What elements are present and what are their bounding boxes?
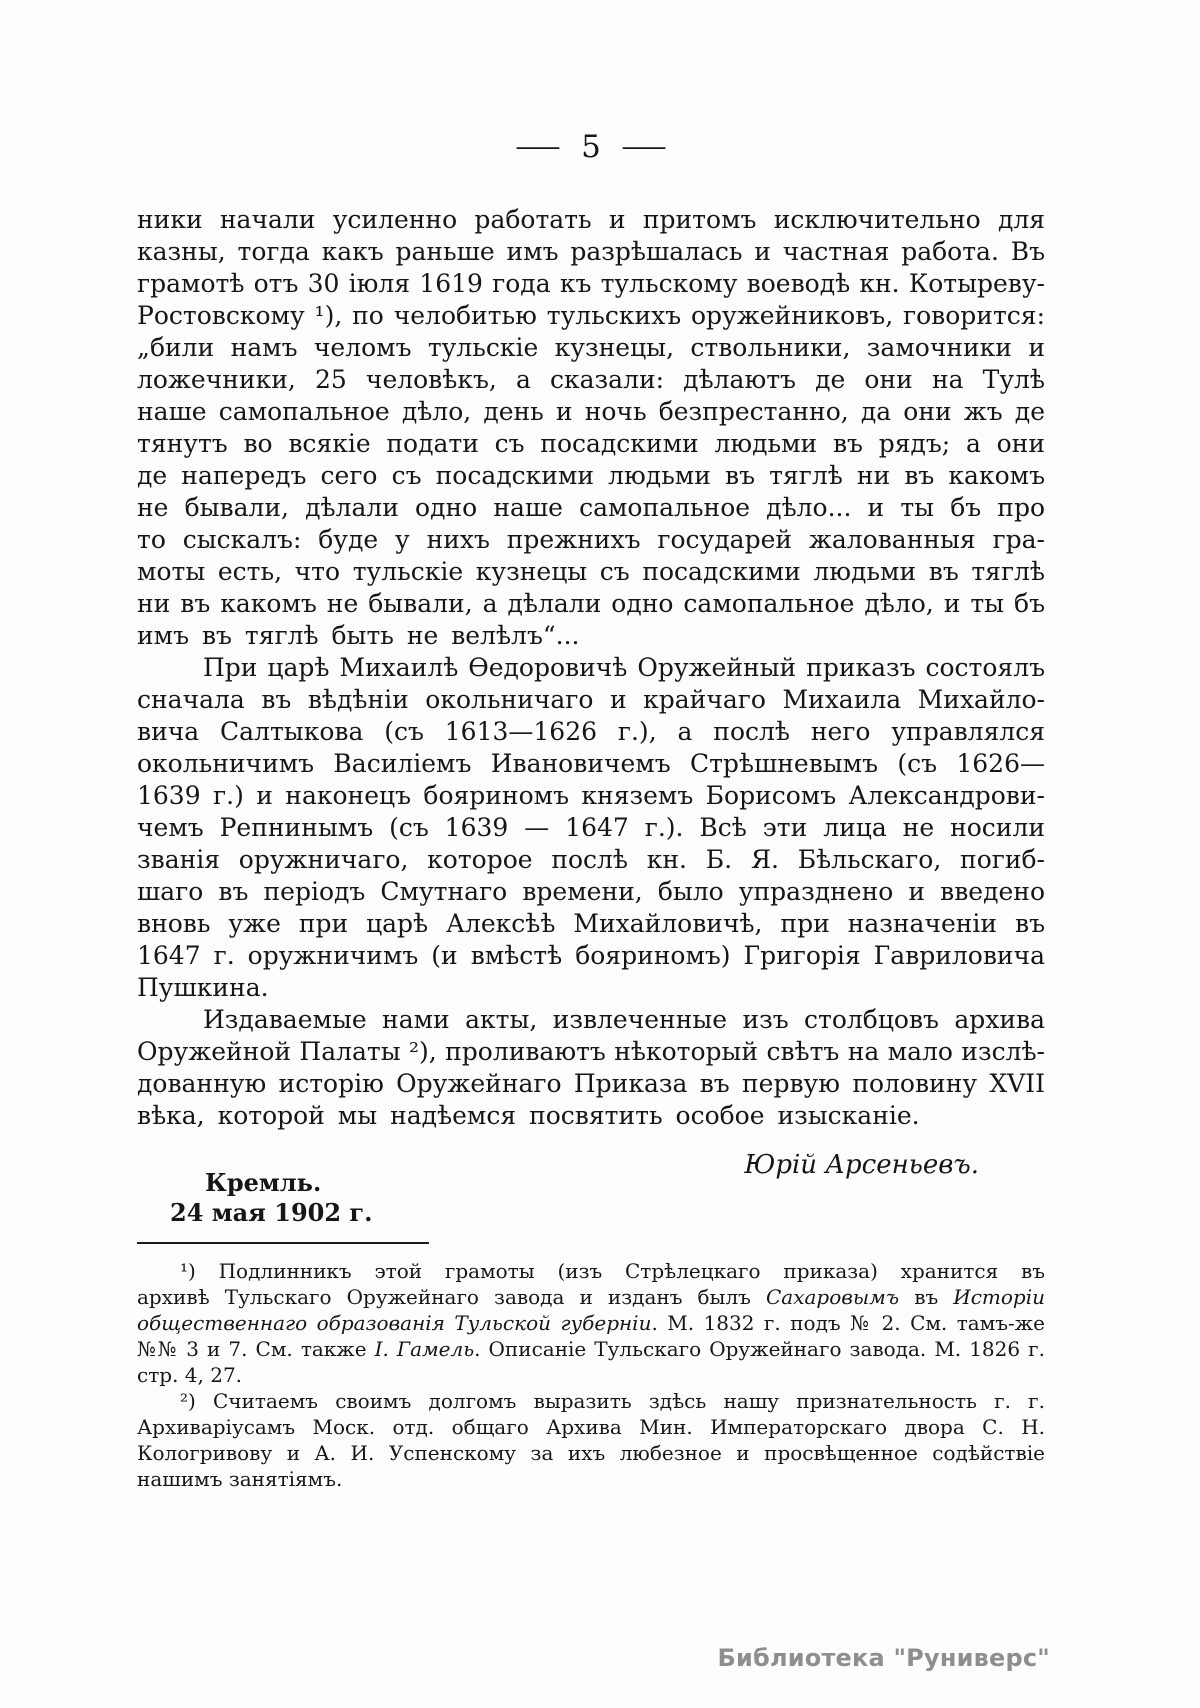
author-signature: Юрій Арсеньевъ. xyxy=(744,1150,979,1180)
dateline-date: 24 мая 1902 г. xyxy=(170,1198,373,1227)
text-line: ники начали усиленно работать и притомъ исключительно для xyxy=(137,205,1045,234)
text-line: шаго въ періодъ Смутнаго времени, было упразднено и введено xyxy=(137,877,1045,906)
page-header xyxy=(137,126,1045,168)
text-line: 1647 г. оружничимъ (и вмѣстѣ бояриномъ) Григорія Гавриловича xyxy=(137,941,1045,970)
text-line: нашимъ занятіямъ. xyxy=(137,1467,343,1491)
text-line: Ростовскому ¹), по челобитью тульскихъ оружейниковъ, говорится: xyxy=(137,301,1045,330)
text-line: архивѣ Тульскаго Оружейнаго завода и изданъ былъ Сахаровымъ въ Исторіи xyxy=(137,1285,1046,1309)
dateline xyxy=(137,1168,537,1228)
text-line: моты есть, что тульскіе кузнецы съ посадскими людьми въ тяглѣ xyxy=(137,557,1045,586)
text-line: Пушкина. xyxy=(137,973,269,1002)
text-line: наше самопальное дѣло, день и ночь безпрестанно, да они жъ де xyxy=(137,397,1045,426)
text-line: де напередъ сего съ посадскими людьми въ тяглѣ ни въ какомъ xyxy=(137,461,1045,490)
text-line: то сыскалъ: буде у нихъ прежнихъ государей жалованныя гра- xyxy=(137,525,1045,554)
text-line: чемъ Репнинымъ (съ 1639 — 1647 г.). Всѣ эти лица не носили xyxy=(137,813,1045,842)
text-line: тянутъ во всякіе подати съ посадскими людьми въ рядъ; а они xyxy=(137,429,1045,458)
text-line: ²) Считаемъ своимъ долгомъ выразить здѣсь нашу признательность г. г. xyxy=(180,1389,1045,1413)
text-line: ¹) Подлинникъ этой грамоты (изъ Стрѣлецкаго приказа) хранится въ xyxy=(180,1259,1045,1283)
paragraph xyxy=(137,1004,1045,1132)
text-line: 1639 г.) и наконецъ бояриномъ княземъ Борисомъ Александрови- xyxy=(137,781,1045,810)
text-line: „били намъ челомъ тульскіе кузнецы, ствольники, замочники и xyxy=(137,333,1045,362)
dateline-place: Кремль. xyxy=(205,1168,322,1197)
text-line: Издаваемые нами акты, извлеченные изъ столбцовъ архива xyxy=(203,1005,1045,1034)
text-line: Оружейной Палаты ²), проливаютъ нѣкоторый свѣтъ на мало изслѣ- xyxy=(137,1037,1045,1066)
text-line: дованную исторію Оружейнаго Приказа въ первую половину XVII xyxy=(137,1069,1045,1098)
text-line: имъ въ тяглѣ быть не велѣлъ“... xyxy=(137,621,580,650)
text-line: Архиваріусамъ Моск. отд. общаго Архива Мин. Императорскаго двора С. Н. xyxy=(137,1415,1045,1439)
text-line: вновь уже при царѣ Алексѣѣ Михайловичѣ, при назначеніи въ xyxy=(137,909,1045,938)
text-line: казны, тогда какъ раньше имъ разрѣшалась и частная работа. Въ xyxy=(137,237,1045,266)
text-line: окольничимъ Василіемъ Ивановичемъ Стрѣшневымъ (съ 1626— xyxy=(137,749,1045,778)
page-number: 5 xyxy=(581,128,601,165)
text-line: №№ 3 и 7. См. также І. Гамель. Описаніе Тульскаго Оружейнаго завода. М. 1826 г. xyxy=(137,1337,1045,1361)
text-line: ложечники, 25 человѣкъ, а сказали: дѣлаютъ де они на Тулѣ xyxy=(137,365,1045,394)
text-line: не бывали, дѣлали одно наше самопальное дѣло... и ты бъ про xyxy=(137,493,1045,522)
header-dash-left: — xyxy=(514,132,562,162)
text-line: ни въ какомъ не бывали, а дѣлали одно самопальное дѣло, и ты бъ xyxy=(137,589,1045,618)
text-line: вѣка, которой мы надѣемся посвятить особое изысканіе. xyxy=(137,1101,920,1130)
footnote-separator xyxy=(137,1242,429,1244)
text-line: званія оружничаго, которое послѣ кн. Б. Я. Бѣльскаго, погиб- xyxy=(137,845,1045,874)
text-line: общественнаго образованія Тульской губерніи. М. 1832 г. подъ № 2. См. тамъ-же xyxy=(137,1311,1045,1335)
paragraph xyxy=(137,652,1045,1004)
paragraph xyxy=(137,1258,1045,1388)
text-line: грамотѣ отъ 30 іюля 1619 года къ тульскому воеводѣ кн. Котыреву- xyxy=(137,269,1045,298)
footnotes xyxy=(137,1258,1045,1492)
body-text xyxy=(137,204,1045,1132)
text-line: вича Салтыкова (съ 1613—1626 г.), а послѣ него управлялся xyxy=(137,717,1045,746)
paragraph xyxy=(137,1388,1045,1492)
text-line: сначала въ вѣдѣніи окольничаго и крайчаго Михаила Михайло- xyxy=(137,685,1045,714)
library-watermark: Библиотека "Руниверс" xyxy=(717,1644,1050,1672)
text-line: Кологривову и А. И. Успенскому за ихъ любезное и просвѣщенное содѣйствіе xyxy=(137,1441,1045,1465)
text-line: При царѣ Михаилѣ Ѳедоровичѣ Оружейный приказъ состоялъ xyxy=(203,653,1045,682)
paragraph xyxy=(137,204,1045,652)
header-dash-right: — xyxy=(620,132,668,162)
text-line: стр. 4, 27. xyxy=(137,1363,243,1387)
